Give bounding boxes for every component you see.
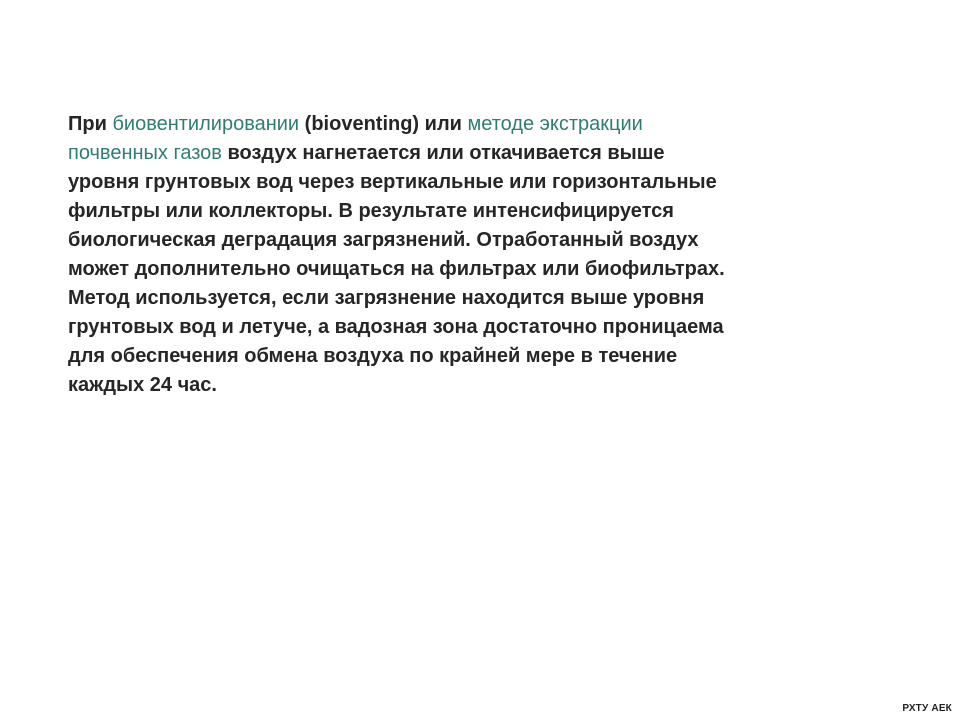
slide-body-text [68, 110, 868, 400]
text-line [68, 284, 868, 313]
text-line [68, 371, 868, 400]
text-segment: уровня грунтовых вод через вертикальные или горизонтальные [68, 171, 717, 193]
text-line [68, 139, 868, 168]
text-segment: грунтовых вод и летуче, а вадозная зона достаточно проницаема [68, 316, 724, 338]
text-line [68, 110, 868, 139]
highlighted-term: методе экстракции [467, 113, 643, 135]
text-line [68, 226, 868, 255]
highlighted-term: почвенных газов [68, 142, 222, 164]
text-segment: каждых 24 час. [68, 374, 217, 396]
text-segment: Метод используется, если загрязнение находится выше уровня [68, 287, 705, 309]
footer-label: РХТУ АЕК [902, 703, 952, 714]
text-segment: (bioventing) или [299, 113, 468, 135]
text-segment: биологическая деградация загрязнений. Отработанный воздух [68, 229, 699, 251]
text-line [68, 313, 868, 342]
text-line [68, 197, 868, 226]
text-segment: При [68, 113, 113, 135]
text-line [68, 255, 868, 284]
text-line [68, 342, 868, 371]
text-segment: может дополнительно очищаться на фильтрах или биофильтрах. [68, 258, 725, 280]
highlighted-term: биовентилировании [112, 113, 300, 135]
text-segment: для обеспечения обмена воздуха по крайней мере в течение [68, 345, 678, 367]
text-line [68, 168, 868, 197]
text-segment: воздух нагнетается или откачивается выше [221, 142, 665, 164]
text-segment: фильтры или коллекторы. В результате интенсифицируется [68, 200, 674, 222]
